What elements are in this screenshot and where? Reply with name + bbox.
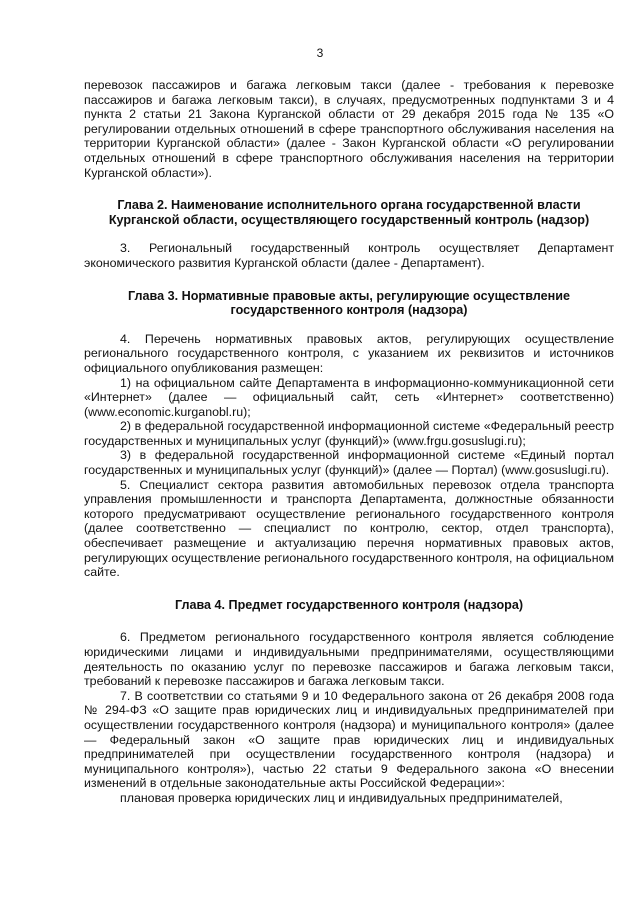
paragraph: 1) на официальном сайте Департамента в информационно-коммуникационной сети «Интернет» (далее — официальный сайт, сеть «Интернет» соответственно) (www.economic.kurganobl.ru); [84, 375, 614, 419]
spacer [84, 580, 614, 598]
paragraph: перевозок пассажиров и багажа легковым такси (далее - требования к перевозке пассажиров и багажа легковым такси), в случаях, предусмотренных подпунктами 3 и 4 пункта 2 статьи 21 Закона Курганской области от 29 декабря 2015 года № 135 «О регулировании отдельных отношений в сфере транспортного обслуживания населения на территории Курганской области» (далее - Закон Курганской области «О регулировании отдельных отношений в сфере транспортного обслуживания населения на территории Курганской области»). [84, 78, 614, 180]
page-number: 3 [316, 46, 324, 60]
document-body [84, 78, 614, 806]
paragraph: 4. Перечень нормативных правовых актов, регулирующих осуществление регионального государственного контроля, с указанием их реквизитов и источников официального опубликования размещен: [84, 331, 614, 375]
paragraph: 3) в федеральной государственной информационной системе «Единый портал государственных и муниципальных услуг (функций)» (далее — Портал) (www.gosuslugi.ru). [84, 448, 614, 478]
chapter-heading: Глава 4. Предмет государственного контроля (надзора) [174, 597, 524, 612]
paragraph: плановая проверка юридических лиц и индивидуальных предпринимателей, [120, 790, 563, 805]
paragraph: 6. Предметом регионального государственного контроля является соблюдение юридическими лицами и индивидуальными предпринимателями, осуществляющими деятельность по оказанию услуг по перевозке пассажиров и багажа легковым такси, требований к перевозке пассажиров и багажа легковым такси. [84, 630, 614, 689]
spacer [84, 612, 614, 630]
paragraph: 7. В соответствии со статьями 9 и 10 Федерального закона от 26 декабря 2008 года № 294-ФЗ «О защите прав юридических лиц и индивидуальных предпринимателей при осуществлении государственного контроля (надзора) и муниципального контроля» (далее — Федеральный закон «О защите прав юридических лиц и индивидуальных предпринимателей при осуществлении государственного контроля (надзора) и муниципального контроля»), частью 22 статьи 9 Федерального закона «О внесении изменений в отдельные законодательные акты Российской Федерации»: [84, 688, 614, 791]
paragraph: 5. Специалист сектора развития автомобильных перевозок отдела транспорта управления промышленности и транспорта Департамента, должностные обязанности которого предусматривают осуществление регионального государственного контроля (далее соответственно — специалист по контролю, сектор, отдел транспорта), обеспечивает размещение и актуализацию перечня нормативных правовых актов, регулирующих осуществление регионального государственного контроля, на официальном сайте. [84, 477, 614, 580]
spacer [84, 271, 614, 289]
spacer [84, 180, 614, 198]
chapter-heading: Глава 2. Наименование исполнительного органа государственной власти Курганской области, осуществляющего государственный контроль (надзор) [108, 198, 590, 227]
spacer [84, 227, 614, 241]
chapter-heading: Глава 3. Нормативные правовые акты, регулирующие осуществление государственного контроля (надзора) [128, 288, 570, 318]
spacer [84, 318, 614, 332]
paragraph: 3. Региональный государственный контроль осуществляет Департамент экономического развития Курганской области (далее - Департамент). [84, 241, 614, 270]
paragraph: 2) в федеральной государственной информационной системе «Федеральный реестр государственных и муниципальных услуг (функций)» (www.frgu.gosuslugi.ru); [84, 419, 614, 448]
